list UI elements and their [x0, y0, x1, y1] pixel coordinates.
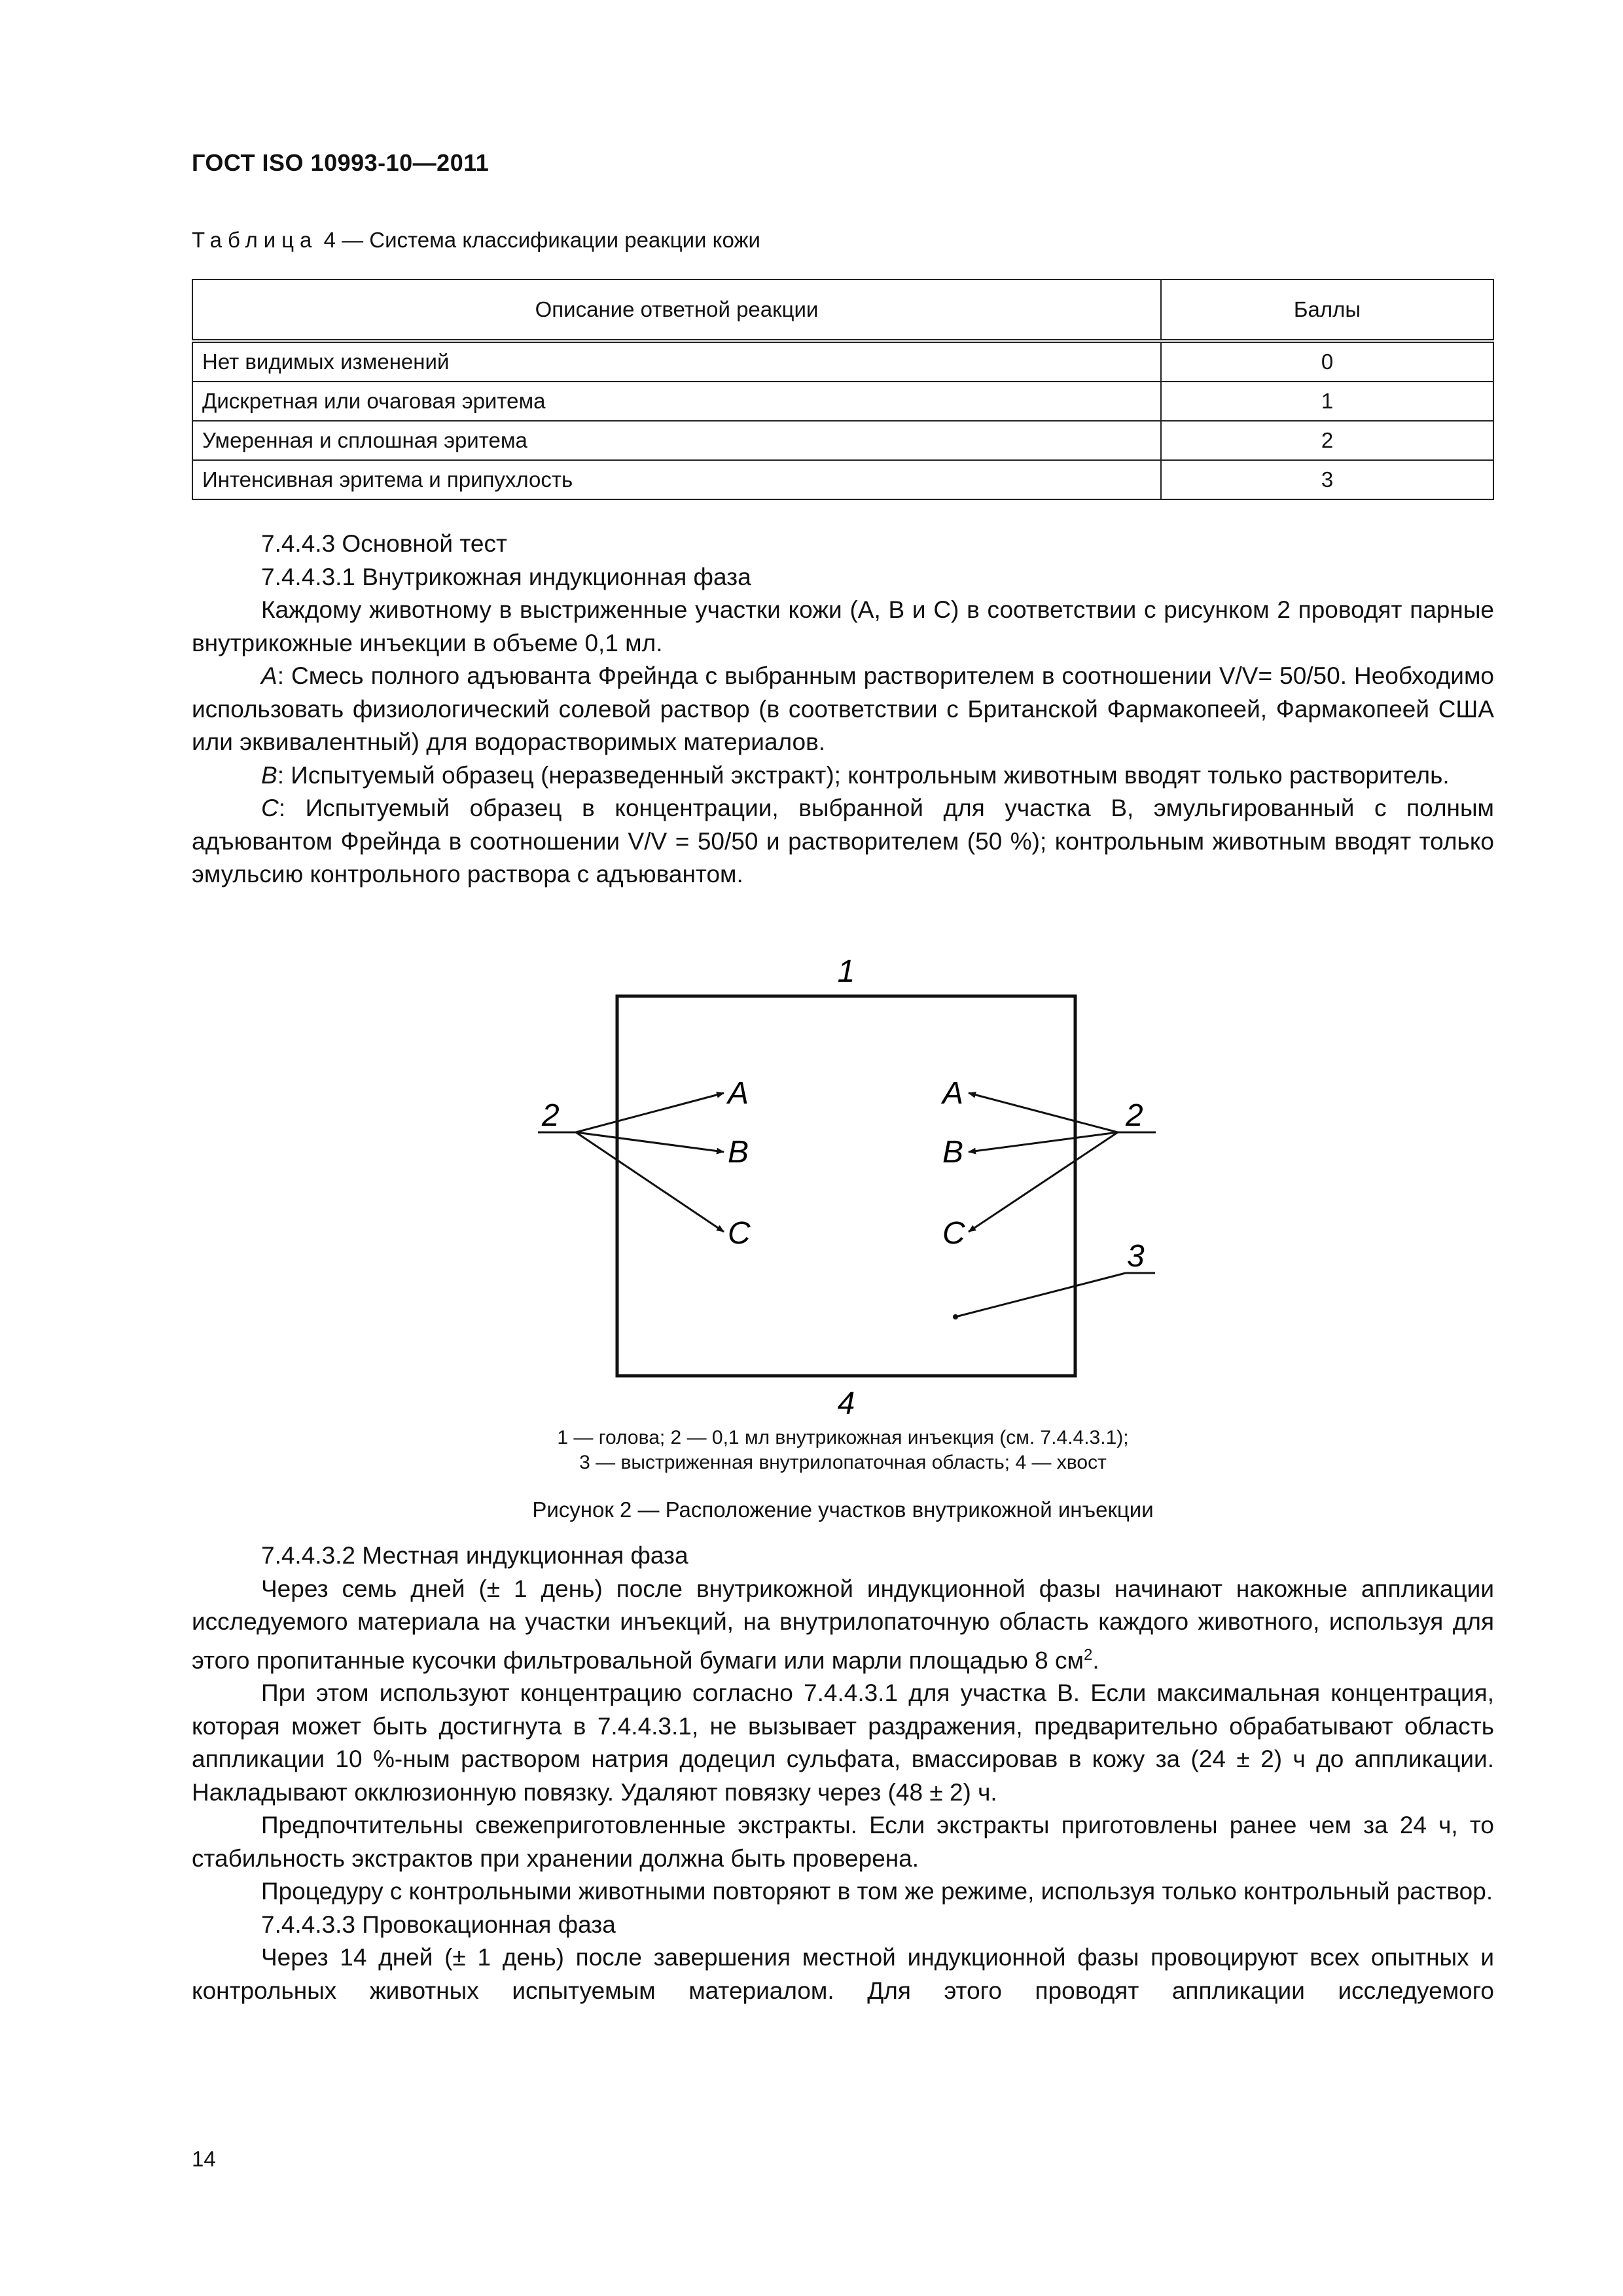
label-injection-left: 2: [542, 1098, 560, 1133]
classification-table: [192, 279, 1494, 500]
row-description: Умеренная и сплошная эритема: [192, 421, 1161, 460]
site-b-text: : Испытуемый образец (неразведенный экстракт); контрольным животным вводят только растворитель.: [277, 761, 1450, 789]
area-leader-line: [955, 1273, 1126, 1317]
heading-intradermal-phase: 7.4.4.3.1 Внутрикожная индукционная фаза: [261, 563, 751, 590]
animal-outline: [617, 996, 1075, 1376]
table-row: [192, 382, 1493, 421]
local-1-end: .: [1092, 1646, 1099, 1674]
table-row: [192, 341, 1493, 382]
site-c-left: C: [728, 1216, 751, 1251]
row-score: 1: [1161, 382, 1493, 421]
legend-line-1: 1 — голова; 2 — 0,1 мл внутрикожная инъекция (см. 7.4.4.3.1);: [557, 1427, 1129, 1448]
site-a-right: A: [942, 1076, 964, 1111]
arrow-right-b: [969, 1132, 1118, 1152]
arrow-left-b: [576, 1132, 724, 1152]
paragraph-local-1: [192, 1573, 1494, 1677]
legend-line-2: 3 — выстриженная внутрилопаточная область; 4 — хвост: [579, 1452, 1107, 1473]
arrow-right-a: [969, 1093, 1118, 1132]
table-caption-title: — Система классификации реакции кожи: [342, 228, 760, 252]
site-c-right: C: [942, 1216, 965, 1251]
paragraph-local-2: При этом используют концентрацию согласно 7.4.4.3.1 для участка B. Если максимальная концентрация, которая может быть достигнута в 7.4.4.3.1, не вызывает раздражения, предварительно обрабатывают область аппликации 10 %-ным раствором натрия додецил сульфата, вмассировав в кожу за (24 ± 2) ч до аппликации. Накладывают окклюзионную повязку. Удаляют повязку через (48 ± 2) ч.: [192, 1679, 1494, 1806]
row-description: Интенсивная эритема и припухлость: [192, 460, 1161, 499]
arrow-left-c: [576, 1132, 724, 1232]
row-score: 2: [1161, 421, 1493, 460]
paragraph-site-a: [192, 660, 1494, 759]
row-description: Дискретная или очаговая эритема: [192, 382, 1161, 421]
paragraph-local-3: Предпочтительны свежеприготовленные экстракты. Если экстракты приготовлены ранее чем за 24 ч, то стабильность экстрактов при хранении должна быть проверена.: [192, 1812, 1494, 1872]
label-injection-right: 2: [1126, 1098, 1143, 1133]
area-unit-superscript: 2: [1083, 1645, 1093, 1664]
arrow-right-c: [969, 1132, 1118, 1232]
row-description: Нет видимых изменений: [192, 341, 1161, 382]
site-c-text: : Испытуемый образец в концентрации, выбранной для участка B, эмульгированный с полным адъювантом Фрейнда в соотношении V/V = 50/50 и растворителем (50 %); контрольным животным вводят только эмульсию контрольного раствора с адъювантом.: [192, 795, 1494, 888]
label-tail: 4: [837, 1386, 855, 1420]
site-b-right: B: [942, 1135, 964, 1170]
page-number: 14: [192, 2147, 216, 2171]
table-caption-prefix: Таблица: [192, 228, 318, 252]
paragraph-local-4: Процедуру с контрольными животными повторяют в том же режиме, используя только контрольный раствор.: [261, 1878, 1493, 1905]
site-a-text: : Смесь полного адъюванта Фрейнда с выбранным растворителем в соотношении V/V= 50/50. Необходимо использовать физиологический солевой раствор (в соответствии с Британской Фармакопеей, Фармакопеей США или эквивалентный) для водорастворимых материалов.: [192, 662, 1494, 755]
site-a-label: A: [261, 662, 277, 689]
row-score: 3: [1161, 460, 1493, 499]
arrow-left-a: [576, 1093, 724, 1132]
injection-sites-diagram: [510, 936, 1165, 1420]
column-header-score: Баллы: [1161, 279, 1493, 341]
column-header-description: Описание ответной реакции: [192, 279, 1161, 341]
local-1-text: Через семь дней (± 1 день) после внутрикожной индукционной фазы начинают накожные аппликации исследуемого материала на участки инъекций, на внутрилопаточную область каждого животного, используя для этого пропитанные кусочки фильтровальной бумаги или марли площадью 8 см: [192, 1575, 1494, 1674]
table-row: [192, 460, 1493, 499]
label-area: 3: [1127, 1239, 1145, 1274]
document-header: ГОСТ ISO 10993-10—2011: [192, 149, 490, 176]
table-row: [192, 421, 1493, 460]
heading-local-phase: 7.4.4.3.2 Местная индукционная фаза: [261, 1542, 688, 1569]
table-caption: [192, 228, 760, 253]
paragraph-injections: Каждому животному в выстриженные участки кожи (A, B и C) в соответствии с рисунком 2 проводят парные внутрикожные инъекции в объеме 0,1 мл.: [192, 596, 1494, 656]
site-a-left: A: [728, 1076, 749, 1111]
site-b-label: B: [261, 761, 277, 789]
row-score: 0: [1161, 341, 1493, 382]
table-caption-number: 4: [323, 228, 336, 252]
local-induction-section: [192, 1539, 1494, 2007]
paragraph-site-b: [192, 759, 1494, 793]
area-dot: [953, 1314, 958, 1319]
figure-legend: [192, 1426, 1494, 1475]
main-test-section: [192, 528, 1494, 891]
site-c-label: C: [261, 795, 279, 821]
paragraph-site-c: [192, 792, 1494, 891]
heading-main-test: 7.4.4.3 Основной тест: [261, 530, 507, 557]
site-b-left: B: [728, 1135, 749, 1170]
figure-caption: Рисунок 2 — Расположение участков внутрикожной инъекции: [532, 1498, 1154, 1522]
label-head: 1: [837, 954, 855, 989]
heading-provocation-phase: 7.4.4.3.3 Провокационная фаза: [261, 1910, 616, 1938]
paragraph-provocation: Через 14 дней (± 1 день) после завершения местной индукционной фазы провоцируют всех опытных и контрольных животных испытуемым материалом. Для этого проводят аппликации исследуемого: [192, 1944, 1494, 2004]
